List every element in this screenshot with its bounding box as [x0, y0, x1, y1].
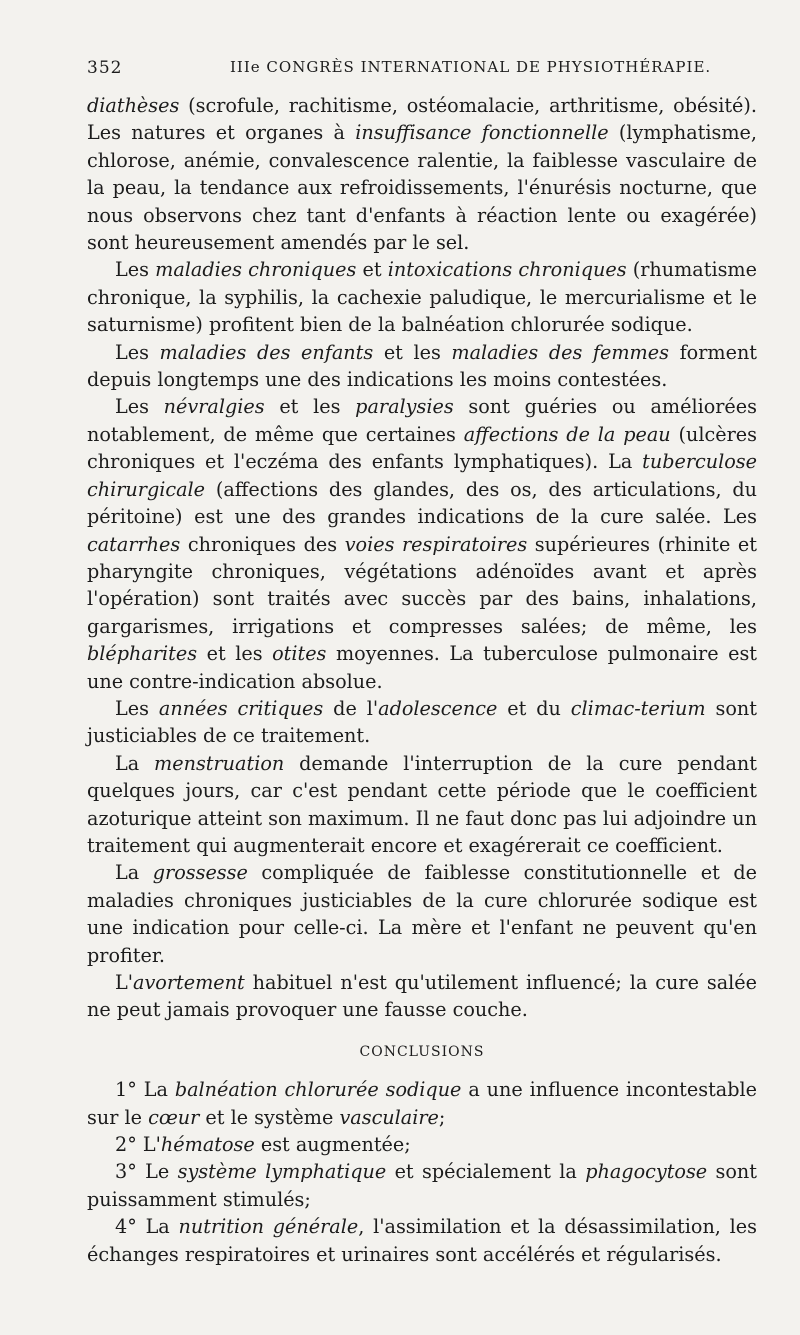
- text: et: [356, 258, 388, 282]
- text: et le système: [199, 1105, 340, 1129]
- text: Les: [115, 696, 159, 720]
- paragraph-avortement: [87, 969, 757, 1024]
- emphasis: paralysies: [355, 395, 454, 419]
- emphasis: maladies des enfants: [159, 340, 374, 364]
- text: compliquée de faiblesse constitutionnelle et de maladies chroniques justiciables de la cure chlorurée sodique est une indication pour celle-ci. La mère et l'enfant ne peuvent qu'en profiter.: [87, 861, 757, 967]
- emphasis: névralgies: [163, 395, 265, 419]
- text: et les: [373, 340, 452, 364]
- text: demande l'interruption de la cure pendant quelques jours, car c'est pendant cette période que le coefficient azoturique atteint son maximum. Il ne faut donc pas lui adjoindre un traitement qui augmenterait encore et exagérerait ce coefficient.: [87, 751, 757, 857]
- emphasis: voies respiratoires: [344, 532, 528, 556]
- text: La: [115, 751, 155, 775]
- paragraph-maladies-chroniques: [87, 256, 757, 338]
- text: (lymphatisme, chlorose, anémie, convalescence ralentie, la faiblesse vasculaire de la peau, la tendance aux refroidissements, l'énurésis nocturne, que nous observons chez tant d'enfants à réaction lente ou exagérée) sont heureusement amendés par le sel.: [87, 121, 757, 255]
- emphasis: tuberculose chirurgicale: [87, 450, 757, 501]
- text: et du: [497, 696, 571, 720]
- text: Les: [115, 258, 156, 282]
- text: chroniques des: [180, 532, 345, 556]
- text: et spécialement la: [386, 1160, 586, 1184]
- conclusion-item-4: [87, 1213, 757, 1268]
- paragraph-menstruation: [87, 750, 757, 860]
- conclusion-item-2: [87, 1131, 757, 1158]
- text: 1° La: [115, 1078, 175, 1102]
- text: (rhumatisme chronique, la syphilis, la cachexie paludique, le mercurialisme et le saturnisme) profitent bien de la balnéation chlorurée sodique.: [87, 258, 757, 337]
- text: sont puissamment stimulés;: [87, 1160, 757, 1211]
- text: Les: [115, 340, 160, 364]
- emphasis: cœur: [148, 1105, 200, 1129]
- emphasis: catarrhes: [87, 532, 181, 556]
- text: et les: [197, 642, 273, 666]
- page-body: [87, 92, 757, 1268]
- conclusions-heading: CONCLUSIONS: [359, 1043, 485, 1060]
- emphasis: balnéation chlorurée sodique: [174, 1078, 462, 1102]
- emphasis: avortement: [133, 971, 245, 994]
- text: (affections des glandes, des os, des articulations, du péritoine) est une des grandes indications de la cure salée. Les: [87, 477, 757, 529]
- page-number: 352: [87, 58, 123, 78]
- emphasis: menstruation: [154, 751, 285, 775]
- emphasis: diathèses: [87, 94, 180, 117]
- text: forment depuis longtemps une des indications les moins contestées.: [87, 340, 758, 392]
- text: habituel n'est qu'utilement influencé; la cure salée ne peut jamais provoquer une fausse couche.: [87, 971, 757, 1022]
- text: et les: [264, 395, 356, 419]
- emphasis: grossesse: [152, 861, 248, 885]
- text: a une influence incontestable sur le: [87, 1078, 758, 1129]
- text: Les: [115, 395, 164, 419]
- paragraph-grossesse: [87, 859, 757, 969]
- text: 4° La: [115, 1215, 179, 1239]
- paragraph-nevralgies: [87, 393, 757, 694]
- emphasis: années critiques: [158, 696, 324, 720]
- text: est augmentée;: [254, 1133, 411, 1157]
- conclusion-item-1: [87, 1076, 757, 1131]
- text: moyennes. La tuberculose pulmonaire est une contre-indication absolue.: [87, 642, 757, 693]
- emphasis: système lymphatique: [177, 1160, 387, 1184]
- paragraph-enfants-femmes: [87, 339, 757, 394]
- emphasis: maladies chroniques: [155, 258, 357, 282]
- paragraph-diatheses: [87, 92, 757, 256]
- text: La: [115, 861, 153, 885]
- emphasis: vasculaire: [339, 1105, 439, 1129]
- text: sont justiciables de ce traitement.: [87, 696, 757, 748]
- emphasis: adolescence: [378, 696, 498, 720]
- emphasis: blépharites: [87, 642, 198, 666]
- emphasis: nutrition générale: [178, 1215, 359, 1239]
- text: sont guéries ou améliorées notablement, de même que certaines: [87, 395, 757, 446]
- text: 3° Le: [115, 1160, 178, 1184]
- emphasis: otites: [272, 642, 327, 666]
- text: de l': [323, 696, 379, 720]
- text: (ulcères chroniques et l'eczéma des enfants lymphatiques). La: [87, 422, 757, 474]
- text: ;: [438, 1105, 446, 1129]
- emphasis: climac-terium: [570, 696, 706, 720]
- emphasis: maladies des femmes: [451, 340, 669, 364]
- emphasis: insuffisance fonctionnelle: [355, 121, 609, 145]
- page-header: [87, 58, 767, 90]
- emphasis: affections de la peau: [463, 422, 671, 446]
- text: L': [115, 971, 134, 994]
- text: 2° L': [115, 1133, 161, 1157]
- text: supérieures (rhinite et pharyngite chroniques, végétations adénoïdes avant et après l'opération) sont traités avec succès par des bains, inhalations, gargarismes, irrigations et compresses salées; de même, les: [87, 532, 757, 638]
- paragraph-annees-critiques: [87, 695, 757, 750]
- conclusion-item-3: [87, 1158, 757, 1213]
- emphasis: hématose: [160, 1133, 255, 1157]
- running-title: IIIe CONGRÈS INTERNATIONAL DE PHYSIOTHÉRAPIE.: [230, 58, 712, 76]
- emphasis: intoxications chroniques: [387, 258, 627, 282]
- text: (scrofule, rachitisme, ostéomalacie, arthritisme, obésité). Les natures et organes à: [87, 94, 757, 145]
- emphasis: phagocytose: [585, 1160, 708, 1184]
- text: , l'assimilation et la désassimilation, les échanges respiratoires et urinaires sont accélérés et régularisés.: [87, 1215, 758, 1266]
